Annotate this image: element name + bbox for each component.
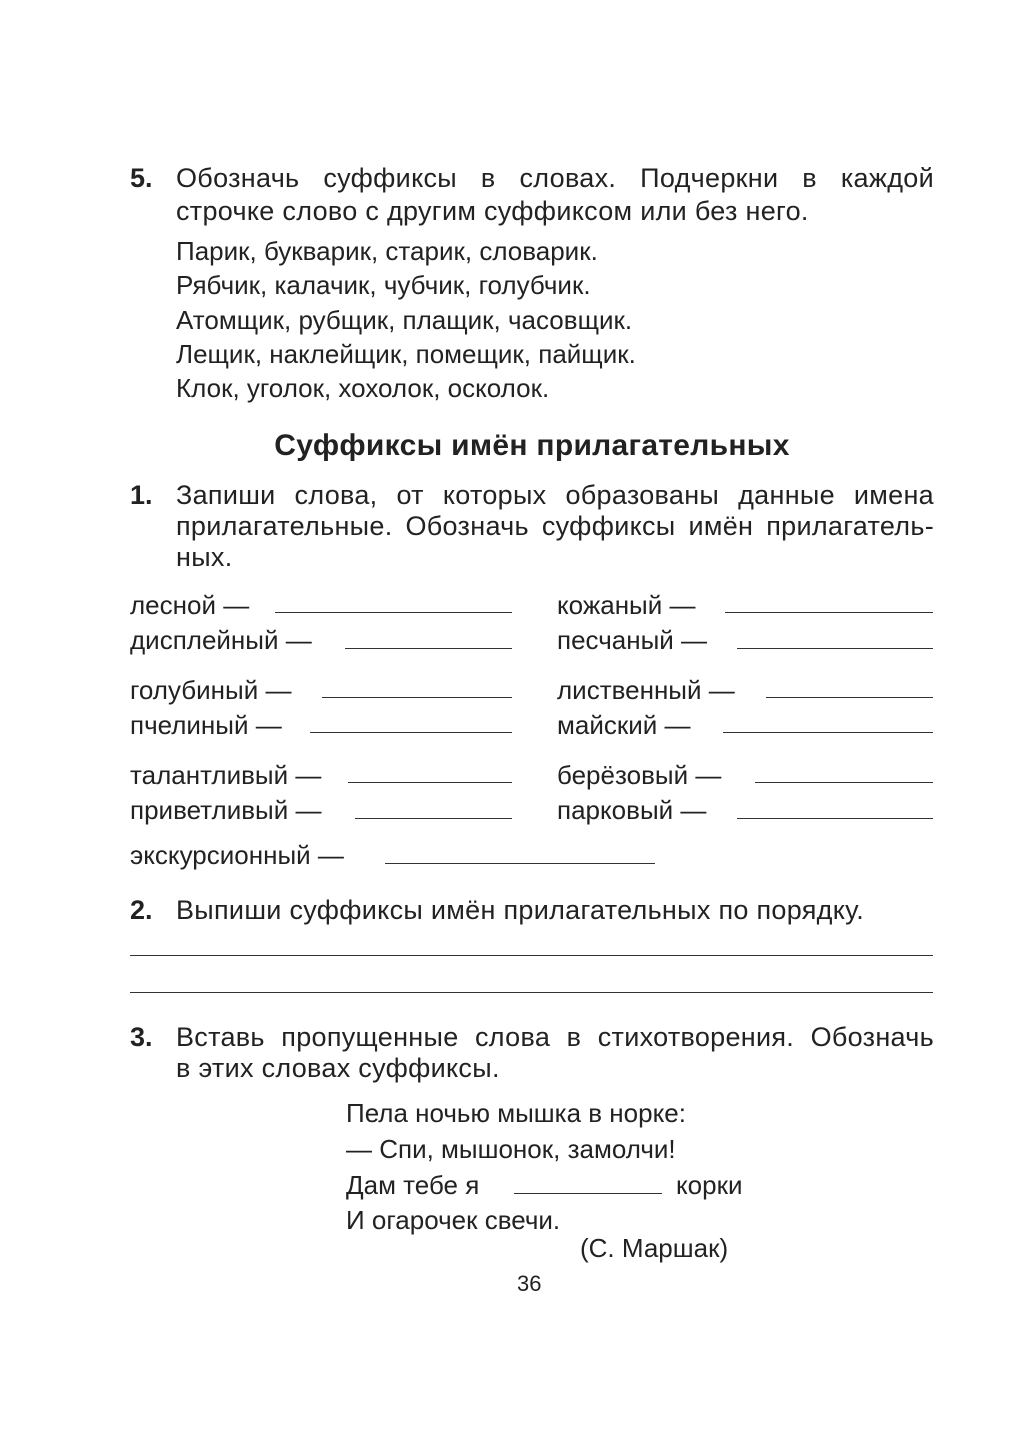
poem-author: (С. Маршак) (580, 1233, 729, 1263)
answer-line[interactable] (130, 955, 933, 956)
exercise-2-instruction: Выпиши суффиксы имён прилагательных по порядку. (176, 895, 865, 925)
word-row-1: Парик, букварик, старик, словарик. (176, 236, 598, 266)
adjective-right-6: парковый — (557, 795, 707, 825)
exercise-2-number: 2. (130, 895, 153, 925)
adjective-left-4: пчелиный — (130, 710, 282, 740)
poem-blank-line[interactable] (514, 1193, 662, 1194)
answer-line[interactable] (130, 992, 933, 993)
answer-line[interactable] (737, 648, 933, 649)
exercise-3-number: 3. (130, 1022, 153, 1052)
adjective-left-6: приветливый — (130, 795, 322, 825)
exercise-3-instruction-line-2: в этих словах суффиксы. (176, 1053, 500, 1083)
adjective-right-4: майский — (557, 710, 691, 740)
answer-line[interactable] (355, 818, 512, 819)
adjective-left-3: голубиный — (130, 675, 292, 705)
answer-line[interactable] (310, 732, 512, 733)
poem-line-2: — Спи, мышонок, замолчи! (346, 1134, 676, 1164)
answer-line[interactable] (766, 697, 933, 698)
exercise-1-instruction-line-3: ных. (176, 542, 233, 572)
adjective-left-2: дисплейный — (130, 625, 312, 655)
adjective-right-1: кожаный — (557, 590, 696, 620)
adjective-left-5: талантливый — (130, 760, 322, 790)
word-row-4: Лещик, наклейщик, помещик, пайщик. (176, 339, 636, 369)
answer-line[interactable] (275, 612, 512, 613)
exercise-1-number: 1. (130, 480, 153, 510)
word-row-5: Клок, уголок, хохолок, осколок. (176, 373, 550, 403)
exercise-5-instruction-line-2: строчке слово с другим суффиксом или без него. (176, 196, 809, 226)
exercise-1-instruction-line-2: прилагательные. Обозначь суффиксы имён прилагатель- (176, 511, 934, 541)
poem-line-4: И огарочек свечи. (346, 1205, 561, 1235)
word-row-2: Рябчик, калачик, чубчик, голубчик. (176, 270, 591, 300)
page-number: 36 (517, 1271, 542, 1296)
answer-line[interactable] (755, 782, 933, 783)
exercise-5-instruction-line-1: Обозначь суффиксы в словах. Подчеркни в каждой (176, 163, 934, 193)
answer-line[interactable] (725, 612, 933, 613)
word-row-3: Атомщик, рубщик, плащик, часовщик. (176, 305, 633, 335)
answer-line[interactable] (385, 863, 655, 864)
adjective-right-2: песчаный — (557, 625, 708, 655)
poem-line-1: Пела ночью мышка в норке: (346, 1098, 686, 1128)
answer-line[interactable] (348, 782, 512, 783)
exercise-5-number: 5. (130, 163, 153, 193)
answer-line[interactable] (723, 732, 933, 733)
poem-line-3-start: Дам тебе я (346, 1170, 480, 1200)
adjective-left-1: лесной — (130, 590, 250, 620)
answer-line[interactable] (345, 648, 512, 649)
answer-line[interactable] (737, 818, 933, 819)
adjective-right-5: берёзовый — (557, 760, 722, 790)
exercise-3-instruction-line-1: Вставь пропущенные слова в стихотворения. Обозначь (176, 1022, 934, 1052)
exercise-1-instruction-line-1: Запиши слова, от которых образованы данные имена (176, 480, 934, 510)
answer-line[interactable] (322, 697, 512, 698)
adjective-last: экскурсионный — (130, 840, 344, 870)
section-title: Суффиксы имён прилагательных (274, 429, 790, 462)
adjective-right-3: лиственный — (557, 675, 735, 705)
poem-line-3-end: корки (676, 1170, 743, 1200)
